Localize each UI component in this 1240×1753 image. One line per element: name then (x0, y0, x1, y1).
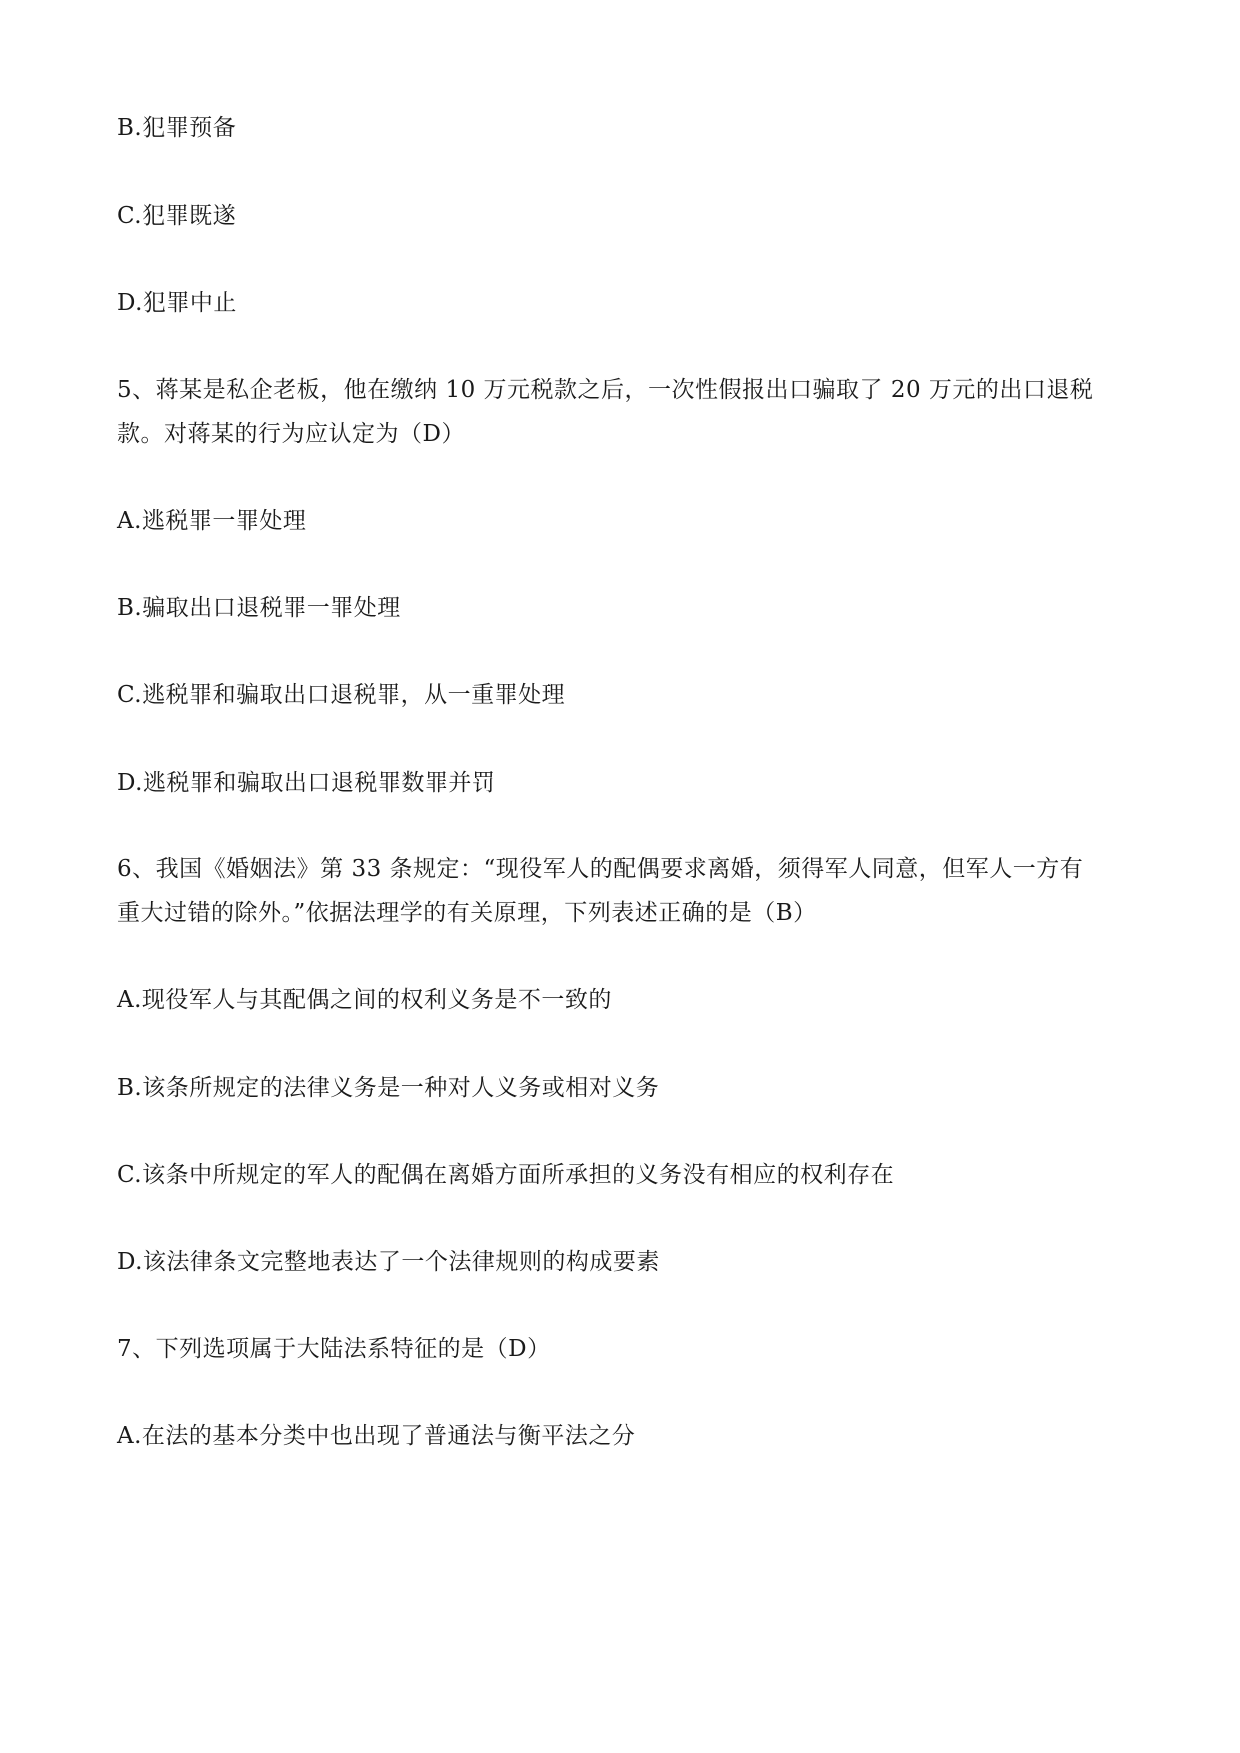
option-a-q6: A.现役军人与其配偶之间的权利义务是不一致的 (117, 987, 612, 1013)
option-a-q7: A.在法的基本分类中也出现了普通法与衡平法之分 (117, 1423, 636, 1449)
question-6-line-2: 重大过错的除外。”依据法理学的有关原理，下列表述正确的是（B） (117, 900, 817, 926)
option-d-q6: D.该法律条文完整地表达了一个法律规则的构成要素 (117, 1249, 660, 1275)
option-b-q5: B.骗取出口退税罪一罪处理 (117, 595, 401, 621)
option-b-q6: B.该条所规定的法律义务是一种对人义务或相对义务 (117, 1075, 660, 1101)
question-5-line-1: 5、蒋某是私企老板，他在缴纳 10 万元税款之后，一次性假报出口骗取了 20 万元的出口退税 (117, 377, 1094, 403)
option-d-q4: D.犯罪中止 (117, 290, 237, 316)
option-b-q4: B.犯罪预备 (117, 115, 237, 141)
option-a-q5: A.逃税罪一罪处理 (117, 508, 307, 534)
option-c-q6: C.该条中所规定的军人的配偶在离婚方面所承担的义务没有相应的权利存在 (117, 1162, 895, 1188)
question-7-line-1: 7、下列选项属于大陆法系特征的是（D） (117, 1336, 551, 1362)
option-c-q4: C.犯罪既遂 (117, 203, 237, 229)
question-6-line-1: 6、我国《婚姻法》第 33 条规定：“现役军人的配偶要求离婚，须得军人同意，但军人一方有 (117, 856, 1084, 882)
option-d-q5: D.逃税罪和骗取出口退税罪数罪并罚 (117, 770, 496, 796)
question-5-line-2: 款。对蒋某的行为应认定为（D） (117, 421, 465, 447)
option-c-q5: C.逃税罪和骗取出口退税罪，从一重罪处理 (117, 682, 566, 708)
